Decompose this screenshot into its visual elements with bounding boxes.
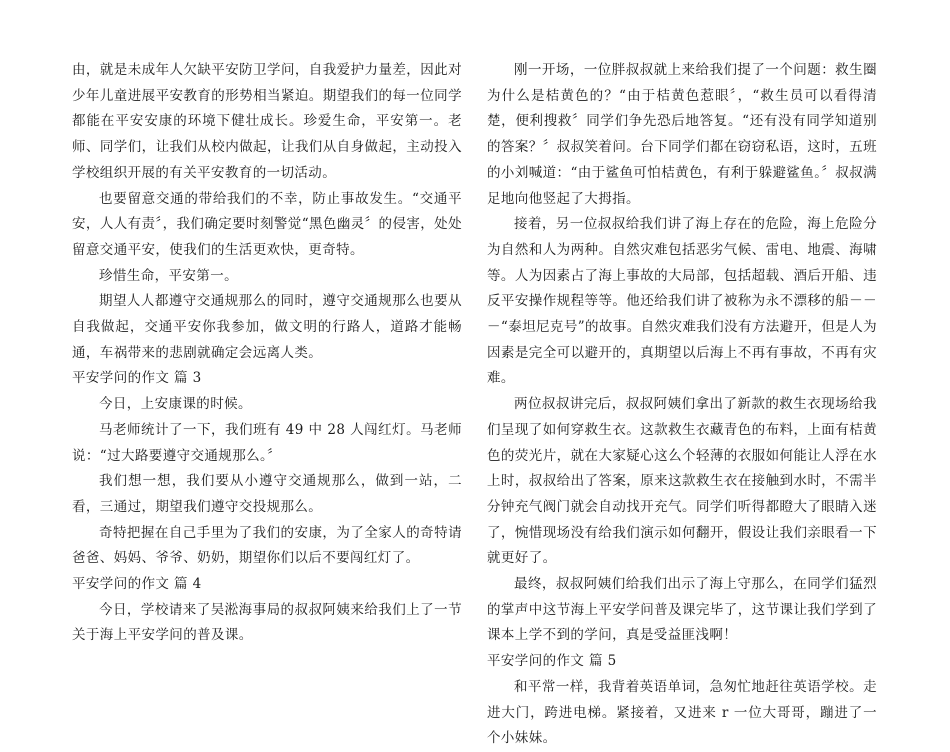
paragraph: 今日，学校请来了吴淞海事局的叔叔阿姨来给我们上了一节关于海上平安学问的普及课。 — [72, 601, 462, 644]
paragraph: 接着，另一位叔叔给我们讲了海上存在的危险，海上危险分为自然和人为两种。自然灾难包括恶劣气候、雷电、地震、海啸等。人为因素占了海上事故的大局部，包括超载、酒后开船、违反平安操作规程等等。他还给我们讲了被称为永不漂移的船－－－“泰坦尼克号”的故事。自然灾难我们没有方法避开，但是人为因素是完全可以避开的，真期望以后海上不再有事故，不再有灾难。 — [487, 216, 877, 387]
paragraph: 珍惜生命，平安第一。 — [99, 267, 238, 284]
paragraph: 最终，叔叔阿姨们给我们出示了海上守那么，在同学们猛烈的掌声中这节海上平安学问普及课完毕了，这节课让我们学到了课本上学不到的学问，真是受益匪浅啊！ — [487, 576, 877, 644]
document-page — [0, 58, 950, 747]
section-heading: 平安学问的作文 篇 4 — [72, 576, 202, 593]
paragraph: 和平常一样，我背着英语单词，急匆忙地赶往英语学校。走进大门，跨进电梯。紧接着，又进来 r 一位大哥哥，蹦进了一个小妹妹。 — [487, 678, 877, 747]
paragraph: 两位叔叔讲完后，叔叔阿姨们拿出了新款的救生衣现场给我们呈现了如何穿救生衣。这款救生衣藏青色的布料，上面有桔黄色的荧光片，就在大家疑心这么个轻薄的衣服如何能让人浮在水上时，叔叔给出了答案，原来这款救生衣在接触到水时，不需半分钟充气阀门就会自动找开充气。同学们听得都瞪大了眼睛入迷了，惋惜现场没有给我们演示如何翻开，假设让我们亲眼看一下就更好了。 — [487, 396, 877, 567]
section-heading: 平安学问的作文 篇 3 — [72, 370, 202, 387]
section-heading: 平安学问的作文 篇 5 — [487, 653, 617, 670]
paragraph: 期望人人都遵守交通规那么的同时，遵守交通规那么也要从自我做起，交通平安你我参加，做文明的行路人，道路才能畅通，车祸带来的悲剧就确定会远离人类。 — [72, 293, 462, 361]
paragraph: 我们想一想，我们要从小遵守交通规那么，做到一站，二看，三通过，期望我们遵守交投规那么。 — [72, 473, 462, 515]
paragraph: 也要留意交通的带给我们的不幸，防止事故发生。“交通平安，人人有责〞，我们确定要时刻警觉“黑色幽灵〞的侵害，处处留意交通平安，使我们的生活更欢快，更奇特。 — [72, 190, 462, 258]
paragraph: 由，就是未成年人欠缺平安防卫学问，自我爱护力量差，因此对少年儿童进展平安教育的形势相当紧迫。期望我们的每一位同学都能在平安安康的环境下健壮成长。珍爱生命，平安第一。老师、同学们，让我们从校内做起，让我们从自身做起，主动投入学校组织开展的有关平安教育的一切活动。 — [72, 62, 462, 181]
paragraph: 马老师统计了一下，我们班有 49 中 28 人闯红灯。马老师说：“过大路要遵守交通规那么。〞 — [72, 421, 462, 464]
paragraph: 刚一开场，一位胖叔叔就上来给我们提了一个问题：救生圈为什么是桔黄色的？“由于桔黄色惹眼〞，“救生员可以看得清楚，便利搜救〞同学们争先恐后地答复。“还有没有同学知道别的答案？〞叔叔笑着问。台下同学们都在窃窃私语，这时，五班的小刘喊道：“由于鲨鱼可怕桔黄色，有利于躲避鲨鱼。〞叔叔满足地向他竖起了大拇指。 — [487, 62, 877, 207]
left-column — [72, 58, 462, 649]
paragraph: 今日，上安康课的时候。 — [99, 396, 252, 413]
right-column — [487, 58, 877, 752]
paragraph: 奇特把握在自己手里为了我们的安康，为了全家人的奇特请爸爸、妈妈、爷爷、奶奶，期望你们以后不要闯红灯了。 — [72, 524, 462, 567]
